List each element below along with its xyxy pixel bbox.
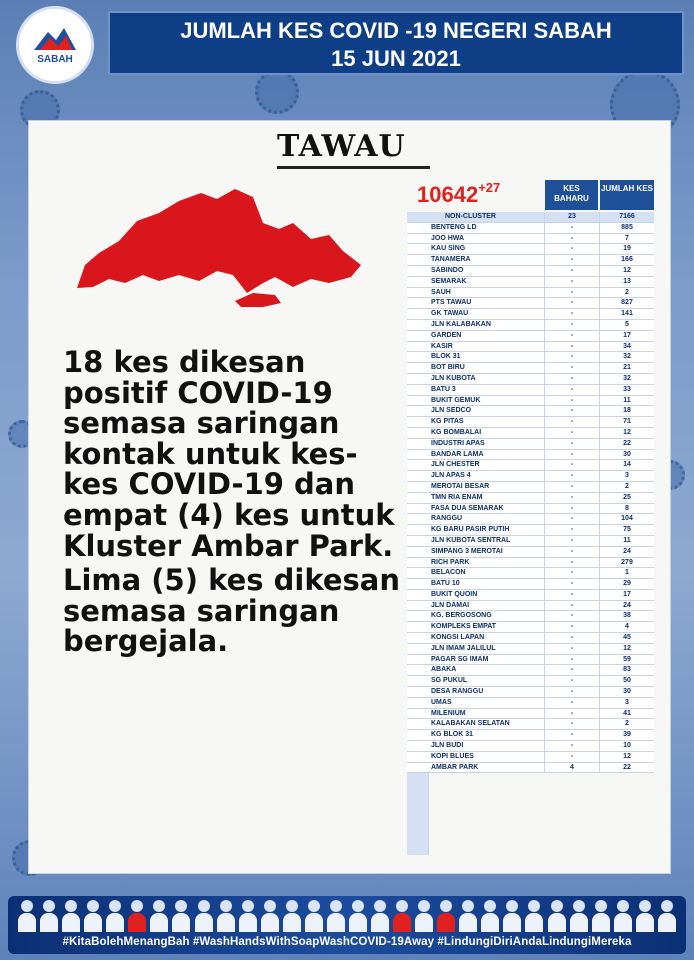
row-total: 141 <box>599 309 654 320</box>
row-name: BOT BIRU <box>407 363 544 374</box>
row-new: - <box>544 536 599 547</box>
table-row <box>407 288 654 299</box>
row-total: 3 <box>599 471 654 482</box>
table-row <box>407 309 654 320</box>
row-name: JLN SEDCO <box>407 406 544 417</box>
row-name: NON-CLUSTER <box>407 212 544 223</box>
row-name: BELACON <box>407 568 544 579</box>
row-name: KAU SING <box>407 244 544 255</box>
row-total: 2 <box>599 288 654 299</box>
table-row <box>407 633 654 644</box>
row-new: - <box>544 504 599 515</box>
row-name: INDUSTRI APAS <box>407 439 544 450</box>
row-new: - <box>544 460 599 471</box>
row-new: 23 <box>544 212 599 223</box>
row-new: - <box>544 450 599 461</box>
table-row <box>407 763 654 774</box>
table-row <box>407 687 654 698</box>
page-header <box>108 11 684 75</box>
row-total: 75 <box>599 525 654 536</box>
person-icon <box>481 898 499 932</box>
table-row <box>407 558 654 569</box>
person-icon <box>503 898 521 932</box>
table-row <box>407 428 654 439</box>
table-row <box>407 698 654 709</box>
row-name: KASIR <box>407 342 544 353</box>
row-total: 34 <box>599 342 654 353</box>
row-new: - <box>544 655 599 666</box>
person-icon <box>592 898 610 932</box>
row-name: BATU 10 <box>407 579 544 590</box>
row-name: JLN KUBOTA SENTRAL <box>407 536 544 547</box>
row-total: 279 <box>599 558 654 569</box>
row-new: - <box>544 255 599 266</box>
row-total: 17 <box>599 331 654 342</box>
row-name: KG BLOK 31 <box>407 730 544 741</box>
row-name: KOMPLEKS EMPAT <box>407 622 544 633</box>
person-icon <box>327 898 345 932</box>
row-total: 104 <box>599 514 654 525</box>
row-total: 13 <box>599 277 654 288</box>
row-new: - <box>544 665 599 676</box>
row-new: - <box>544 611 599 622</box>
row-new: - <box>544 493 599 504</box>
row-new: - <box>544 385 599 396</box>
table-row <box>407 450 654 461</box>
row-name: AMBAR PARK <box>407 763 544 774</box>
header-title: JUMLAH KES COVID -19 NEGERI SABAH <box>180 18 612 43</box>
row-new: 4 <box>544 763 599 774</box>
row-total: 39 <box>599 730 654 741</box>
row-name: JLN KALABAKAN <box>407 320 544 331</box>
row-total: 33 <box>599 385 654 396</box>
row-total: 71 <box>599 417 654 428</box>
row-total: 25 <box>599 493 654 504</box>
row-total: 18 <box>599 406 654 417</box>
row-name: KG. BERGOSONG <box>407 611 544 622</box>
row-new: - <box>544 288 599 299</box>
person-icon <box>217 898 235 932</box>
row-new: - <box>544 428 599 439</box>
row-new: - <box>544 374 599 385</box>
row-total: 3 <box>599 698 654 709</box>
person-icon <box>570 898 588 932</box>
row-new: - <box>544 558 599 569</box>
non-cluster-row <box>407 212 654 223</box>
row-new: - <box>544 471 599 482</box>
table-row <box>407 277 654 288</box>
row-total: 10 <box>599 741 654 752</box>
table-row <box>407 590 654 601</box>
row-new: - <box>544 568 599 579</box>
row-total: 166 <box>599 255 654 266</box>
total-new-count: +27 <box>478 180 501 195</box>
logo-text: SABAH <box>37 53 73 65</box>
row-new: - <box>544 719 599 730</box>
row-new: - <box>544 266 599 277</box>
person-icon <box>128 898 146 932</box>
row-new: - <box>544 277 599 288</box>
person-icon <box>150 898 168 932</box>
row-new: - <box>544 417 599 428</box>
row-total: 45 <box>599 633 654 644</box>
row-name: BENTENG LD <box>407 223 544 234</box>
row-name: JOO HWA <box>407 234 544 245</box>
row-total: 21 <box>599 363 654 374</box>
row-name: JLN KUBOTA <box>407 374 544 385</box>
row-name: SIMPANG 3 MEROTAI <box>407 547 544 558</box>
row-new: - <box>544 396 599 407</box>
row-new: - <box>544 709 599 720</box>
row-name: GK TAWAU <box>407 309 544 320</box>
row-total: 2 <box>599 719 654 730</box>
row-new: - <box>544 342 599 353</box>
row-name: BANDAR LAMA <box>407 450 544 461</box>
row-name: BUKIT GEMUK <box>407 396 544 407</box>
col-header-new: KES BAHARU <box>545 180 598 210</box>
row-new: - <box>544 590 599 601</box>
row-new: - <box>544 644 599 655</box>
table-row <box>407 223 654 234</box>
row-total: 12 <box>599 752 654 763</box>
row-new: - <box>544 622 599 633</box>
row-total: 30 <box>599 450 654 461</box>
table-row <box>407 331 654 342</box>
col-header-total: JUMLAH KES <box>600 180 654 210</box>
row-total: 59 <box>599 655 654 666</box>
row-new: - <box>544 234 599 245</box>
person-icon <box>393 898 411 932</box>
table-row <box>407 568 654 579</box>
row-name: SG PUKUL <box>407 676 544 687</box>
row-name: ABAKA <box>407 665 544 676</box>
row-total: 12 <box>599 266 654 277</box>
person-icon <box>614 898 632 932</box>
row-name: KALABAKAN SELATAN <box>407 719 544 730</box>
row-name: TMN RIA ENAM <box>407 493 544 504</box>
table-row <box>407 385 654 396</box>
table-row <box>407 514 654 525</box>
table-row <box>407 525 654 536</box>
row-name: JLN CHESTER <box>407 460 544 471</box>
table-row <box>407 266 654 277</box>
table-row <box>407 611 654 622</box>
person-icon <box>371 898 389 932</box>
table-row <box>407 363 654 374</box>
header-date: 15 JUN 2021 <box>331 46 461 71</box>
row-new: - <box>544 547 599 558</box>
table-row <box>407 730 654 741</box>
content-panel <box>28 120 671 874</box>
row-total: 12 <box>599 428 654 439</box>
table-row <box>407 493 654 504</box>
row-new: - <box>544 223 599 234</box>
row-total: 41 <box>599 709 654 720</box>
row-name: MILENIUM <box>407 709 544 720</box>
row-name: KONGSI LAPAN <box>407 633 544 644</box>
row-total: 50 <box>599 676 654 687</box>
row-total: 7 <box>599 234 654 245</box>
row-total: 32 <box>599 352 654 363</box>
virus-decoration-icon <box>255 70 299 114</box>
table-row <box>407 622 654 633</box>
row-total: 4 <box>599 622 654 633</box>
row-new: - <box>544 687 599 698</box>
table-row <box>407 709 654 720</box>
person-icon <box>172 898 190 932</box>
row-name: BLOK 31 <box>407 352 544 363</box>
row-total: 17 <box>599 590 654 601</box>
row-name: SAUH <box>407 288 544 299</box>
row-name: PTS TAWAU <box>407 298 544 309</box>
row-name: JLN BUDI <box>407 741 544 752</box>
table-row <box>407 504 654 515</box>
row-new: - <box>544 752 599 763</box>
row-total: 7166 <box>599 212 654 223</box>
summary-text <box>63 347 408 657</box>
row-total: 885 <box>599 223 654 234</box>
row-total: 32 <box>599 374 654 385</box>
row-total: 827 <box>599 298 654 309</box>
row-name: MEROTAI BESAR <box>407 482 544 493</box>
table-row <box>407 320 654 331</box>
person-icon <box>305 898 323 932</box>
row-total: 2 <box>599 482 654 493</box>
row-total: 14 <box>599 460 654 471</box>
row-new: - <box>544 730 599 741</box>
row-total: 83 <box>599 665 654 676</box>
table-row <box>407 579 654 590</box>
row-name: FASA DUA SEMARAK <box>407 504 544 515</box>
row-new: - <box>544 352 599 363</box>
row-name: JLN IMAM JALILUL <box>407 644 544 655</box>
row-new: - <box>544 525 599 536</box>
person-icon <box>548 898 566 932</box>
row-name: KOPI BLUES <box>407 752 544 763</box>
row-new: - <box>544 331 599 342</box>
person-icon <box>459 898 477 932</box>
person-icon <box>636 898 654 932</box>
table-row <box>407 752 654 763</box>
row-new: - <box>544 482 599 493</box>
row-total: 8 <box>599 504 654 515</box>
person-icon <box>239 898 257 932</box>
row-new: - <box>544 298 599 309</box>
row-new: - <box>544 309 599 320</box>
row-new: - <box>544 406 599 417</box>
district-title: TAWAU <box>277 129 406 164</box>
table-row <box>407 406 654 417</box>
table-row <box>407 417 654 428</box>
row-name: SABINDO <box>407 266 544 277</box>
row-new: - <box>544 741 599 752</box>
total-count: 10642 <box>417 182 479 207</box>
table-row <box>407 439 654 450</box>
title-underline <box>277 166 430 169</box>
table-row <box>407 644 654 655</box>
row-name: KG BOMBALAI <box>407 428 544 439</box>
row-new: - <box>544 514 599 525</box>
person-icon <box>106 898 124 932</box>
table-row <box>407 547 654 558</box>
row-total: 22 <box>599 763 654 774</box>
person-icon <box>40 898 58 932</box>
table-row <box>407 655 654 666</box>
row-total: 12 <box>599 644 654 655</box>
table-row <box>407 255 654 266</box>
table-row <box>407 234 654 245</box>
row-new: - <box>544 363 599 374</box>
row-name: SEMARAK <box>407 277 544 288</box>
row-total: 24 <box>599 601 654 612</box>
table-row <box>407 676 654 687</box>
row-total: 22 <box>599 439 654 450</box>
row-total: 38 <box>599 611 654 622</box>
person-icon <box>261 898 279 932</box>
row-name: KG PITAS <box>407 417 544 428</box>
row-total: 11 <box>599 396 654 407</box>
row-name: KG BARU PASIR PUTIH <box>407 525 544 536</box>
table-row <box>407 352 654 363</box>
table-row <box>407 244 654 255</box>
summary-paragraph-2: Lima (5) kes dikesan semasa saringan bergejala. <box>63 563 400 659</box>
table-row <box>407 471 654 482</box>
table-row <box>407 719 654 730</box>
row-name: PAGAR SG IMAM <box>407 655 544 666</box>
table-row <box>407 396 654 407</box>
summary-paragraph-1: 18 kes dikesan positif COVID-19 semasa saringan kontak untuk kes-kes COVID-19 dan empat (4) kes untuk Kluster Ambar Park. <box>63 345 395 563</box>
person-icon <box>84 898 102 932</box>
footer-hashtags: #KitaBolehMenangBah #WashHandsWithSoapWashCOVID-19Away #LindungiDiriAndaLindungiMereka <box>62 936 632 948</box>
row-name: BATU 3 <box>407 385 544 396</box>
row-new: - <box>544 698 599 709</box>
row-new: - <box>544 439 599 450</box>
table-row <box>407 482 654 493</box>
row-total: 5 <box>599 320 654 331</box>
person-icon <box>349 898 367 932</box>
row-new: - <box>544 601 599 612</box>
person-icon <box>415 898 433 932</box>
person-icon <box>195 898 213 932</box>
row-name: GARDEN <box>407 331 544 342</box>
row-name: DESA RANGGU <box>407 687 544 698</box>
row-total: 11 <box>599 536 654 547</box>
person-icon <box>437 898 455 932</box>
table-row <box>407 665 654 676</box>
table-row <box>407 460 654 471</box>
table-row <box>407 374 654 385</box>
district-map <box>67 183 367 308</box>
table-row <box>407 601 654 612</box>
row-name: UMAS <box>407 698 544 709</box>
row-new: - <box>544 633 599 644</box>
row-new: - <box>544 320 599 331</box>
table-row <box>407 342 654 353</box>
cases-table <box>407 212 654 773</box>
row-name: TANAMERA <box>407 255 544 266</box>
footer-banner <box>8 896 686 954</box>
row-new: - <box>544 579 599 590</box>
row-name: RANGGU <box>407 514 544 525</box>
row-total: 1 <box>599 568 654 579</box>
row-name: JLN APAS 4 <box>407 471 544 482</box>
person-icon <box>62 898 80 932</box>
person-icon <box>525 898 543 932</box>
table-row <box>407 298 654 309</box>
row-total: 30 <box>599 687 654 698</box>
row-name: JLN DAMAI <box>407 601 544 612</box>
row-new: - <box>544 244 599 255</box>
person-icon <box>658 898 676 932</box>
sabah-logo-icon <box>32 26 78 52</box>
row-total: 19 <box>599 244 654 255</box>
table-row <box>407 741 654 752</box>
total-cases <box>417 180 500 208</box>
row-total: 29 <box>599 579 654 590</box>
people-strip <box>18 898 676 934</box>
sabah-logo <box>16 6 94 84</box>
table-row <box>407 536 654 547</box>
person-icon <box>18 898 36 932</box>
row-name: BUKIT QUOIN <box>407 590 544 601</box>
row-new: - <box>544 676 599 687</box>
row-total: 24 <box>599 547 654 558</box>
person-icon <box>283 898 301 932</box>
row-name: RICH PARK <box>407 558 544 569</box>
